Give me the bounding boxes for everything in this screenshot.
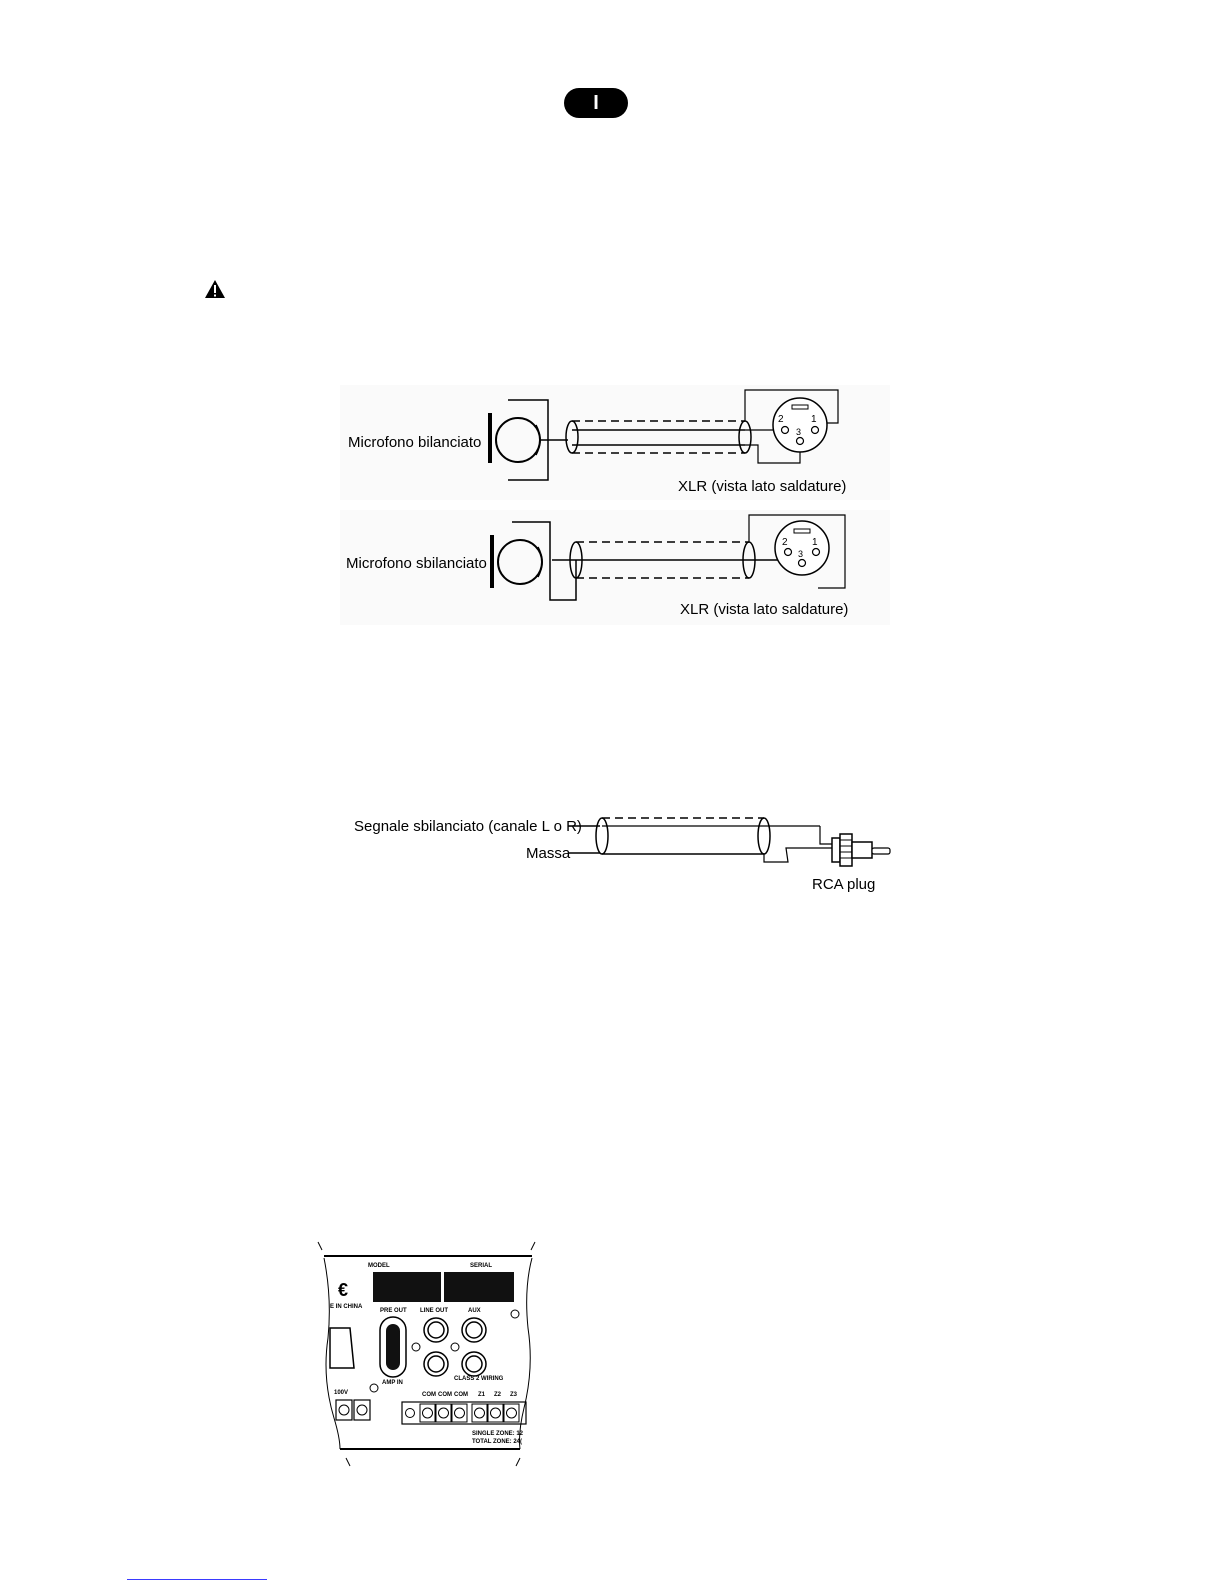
com2-label: COM [438,1392,452,1398]
amp-in-label: AMP IN [382,1380,403,1386]
footnote-rule [127,1579,267,1580]
aux-label: AUX [468,1308,481,1314]
com3-label: COM [454,1392,468,1398]
line-out-label: LINE OUT [420,1308,448,1314]
z1-label: Z1 [478,1392,486,1398]
pre-out-label: PRE OUT [380,1308,407,1314]
com1-label: COM [422,1392,436,1398]
z2-label: Z2 [494,1392,502,1398]
z3-label: Z3 [510,1392,518,1398]
pin-3-label: 3 [796,427,802,437]
balanced-xlr-label: XLR (vista lato saldature) [678,478,847,495]
pin-2-label: 2 [778,414,784,425]
rear-panel-illustration [310,1238,545,1470]
language-badge: I [564,88,628,118]
unbalanced-mic-label: Microfono sbilanciato [346,555,487,572]
pin-2-label: 2 [782,537,788,548]
unbalanced-mic-diagram [340,510,890,625]
warning-triangle-icon [204,279,226,299]
voltage-label: 100V [334,1390,349,1396]
rca-cable-diagram [350,800,900,900]
rca-plug-label: RCA plug [812,876,876,893]
single-zone-label: SINGLE ZONE: 12 [472,1431,524,1437]
serial-label: SERIAL [470,1263,493,1269]
unbalanced-xlr-label: XLR (vista lato saldature) [680,601,849,618]
model-label: MODEL [368,1263,390,1269]
pin-1-label: 1 [812,537,818,548]
rca-signal-label: Segnale sbilanciato (canale L o R) [354,818,582,835]
pin-1-label: 1 [811,414,817,425]
balanced-mic-diagram [340,385,890,500]
rca-ground-label: Massa [526,845,571,862]
class2-label: CLASS 2 WIRING [454,1376,504,1382]
total-zone-label: TOTAL ZONE: 24( [472,1439,523,1445]
made-in-label: E IN CHINA [330,1304,363,1310]
ce-mark: € [338,1280,349,1300]
pin-3-label: 3 [798,549,804,559]
balanced-mic-label: Microfono bilanciato [348,434,482,451]
